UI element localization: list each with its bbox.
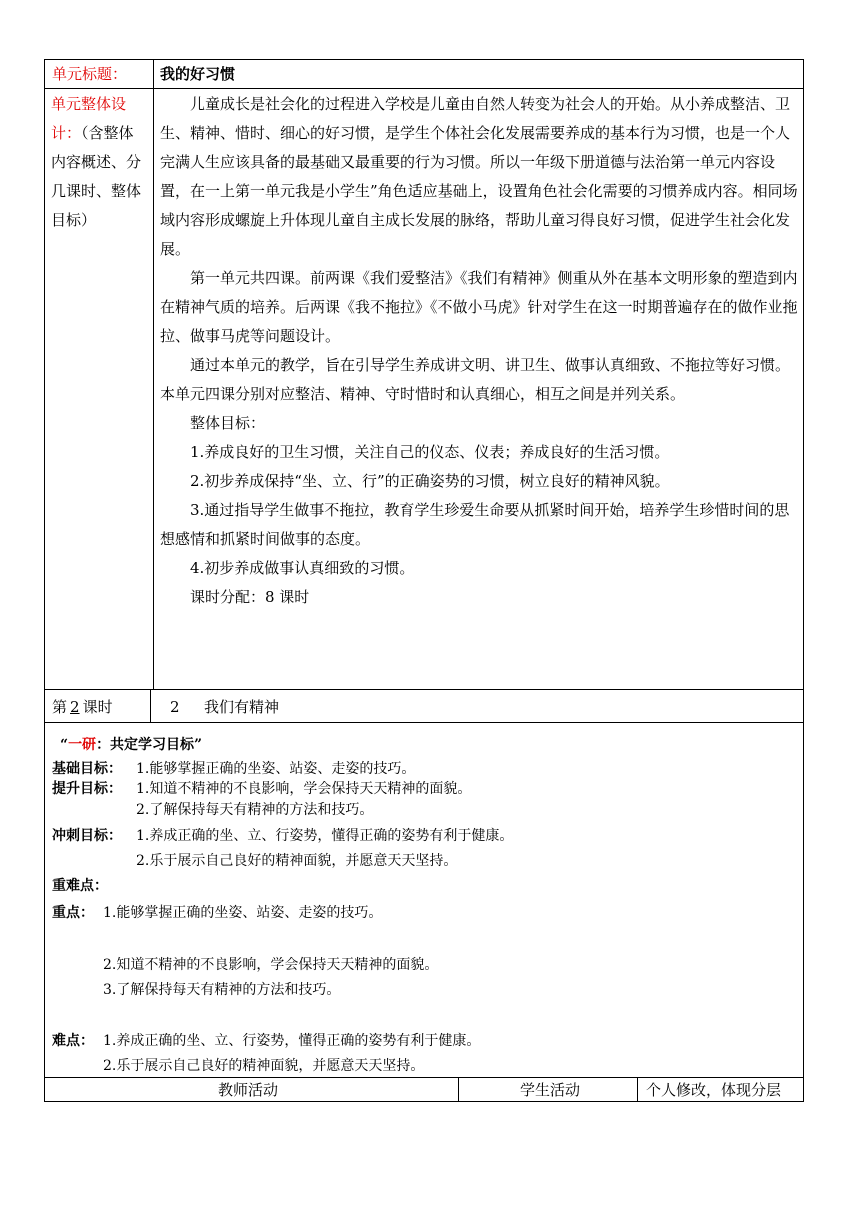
table-left-border [44, 59, 45, 1102]
difficulty-item: 1.养成正确的坐、立、行姿势，懂得正确的姿势有利于健康。 [103, 1033, 481, 1049]
goal-item: 2.初步养成保持“坐、立、行”的正确姿势的习惯，树立良好的精神风貌。 [190, 472, 670, 490]
table-right-border [803, 59, 804, 1102]
lesson-suffix: 课时 [82, 698, 113, 716]
unit-design-label-red: 单元整体设计： [51, 95, 127, 142]
hours-allocation: 课时分配：8 课时 [190, 588, 310, 606]
quote-open: “ [60, 737, 69, 753]
unit-design-content [160, 90, 800, 612]
goals-heading: 整体目标： [190, 414, 266, 432]
row-divider [44, 88, 804, 89]
basic-goal-item: 1.能够掌握正确的坐姿、站姿、走姿的技巧。 [136, 761, 416, 777]
focus-item: 3.了解保持每天有精神的方法和技巧。 [103, 982, 341, 998]
improve-goal-label: 提升目标： [52, 781, 122, 797]
goal-item: 3.通过指导学生做事不拖拉，教育学生珍爱生命要从抓紧时间开始，培养学生珍惜时间的思想感情和抓紧时间做事的态度。 [160, 501, 790, 548]
goal-item: 4.初步养成做事认真细致的习惯。 [190, 559, 415, 577]
design-paragraph: 通过本单元的教学，旨在引导学生养成讲文明、讲卫生、做事认真细致、不拖拉等好习惯。本单元四课分别对应整洁、精神、守时惜时和认真细心，相互之间是并列关系。 [160, 356, 791, 403]
lesson-title: 我们有精神 [204, 698, 280, 716]
unit-title-label: 单元标题： [52, 65, 128, 83]
goal-item: 1.养成良好的卫生习惯，关注自己的仪态、仪表；养成良好的生活习惯。 [190, 443, 670, 461]
column-divider [637, 1077, 638, 1102]
column-divider [153, 59, 154, 690]
row-divider [44, 722, 804, 723]
heading-rest: ：共定学习目标” [96, 737, 203, 753]
lesson-index: 2 [170, 698, 180, 716]
basic-goal-label: 基础目标： [52, 761, 122, 777]
row-divider [44, 1077, 804, 1078]
sprint-goal-item: 2.乐于展示自己良好的精神面貌，并愿意天天坚持。 [136, 853, 458, 869]
sprint-goal-label: 冲刺目标： [52, 828, 122, 844]
sprint-goal-item: 1.养成正确的坐、立、行姿势，懂得正确的姿势有利于健康。 [136, 828, 514, 844]
teacher-activity-header: 教师活动 [218, 1081, 279, 1099]
lesson-prefix: 第 [52, 698, 68, 716]
difficulty-item: 2.乐于展示自己良好的精神面貌，并愿意天天坚持。 [103, 1058, 425, 1074]
study-heading [60, 735, 202, 755]
personal-edit-header: 个人修改，体现分层 [646, 1081, 782, 1099]
column-divider [458, 1077, 459, 1102]
student-activity-header: 学生活动 [520, 1081, 581, 1099]
row-divider [44, 689, 804, 690]
improve-goal-item: 2.了解保持每天有精神的方法和技巧。 [136, 802, 374, 818]
lesson-number-label [52, 697, 113, 717]
improve-goal-item: 1.知道不精神的不良影响，学会保持天天精神的面貌。 [136, 781, 472, 797]
unit-title-value: 我的好习惯 [160, 65, 236, 83]
focus-item: 1.能够掌握正确的坐姿、站姿、走姿的技巧。 [103, 905, 383, 921]
lesson-num: 2 [70, 698, 80, 716]
unit-design-label [51, 90, 147, 235]
difficulty-label: 难点： [52, 1033, 94, 1049]
table-bottom-border [44, 1101, 804, 1102]
design-paragraph: 儿童成长是社会化的过程进入学校是儿童由自然人转变为社会人的开始。从小养成整洁、卫生、精神、惜时、细心的好习惯，是学生个体社会化发展需要养成的基本行为习惯，也是一个人完满人生应该具备的最基础又最重要的行为习惯。所以一年级下册道德与法治第一单元内容设置，在一上第一单元我是小学生”角色适应基础上，设置角色社会化需要的习惯养成内容。相同场域内容形成螺旋上升体现儿童自主成长发展的脉络，帮助儿童习得良好习惯，促进学生社会化发展。 [160, 95, 798, 258]
unit-design-label-note: （含整体内容概述、分几课时、整体目标） [51, 124, 142, 229]
table-top-border [44, 59, 804, 60]
column-divider [150, 689, 151, 723]
focus-item: 2.知道不精神的不良影响，学会保持天天精神的面貌。 [103, 957, 439, 973]
focus-label: 重点： [52, 905, 94, 921]
keypoints-label: 重难点： [52, 878, 108, 894]
heading-red: 一研 [68, 737, 97, 753]
design-paragraph: 第一单元共四课。前两课《我们爱整洁》《我们有精神》侧重从外在基本文明形象的塑造到内在精神气质的培养。后两课《我不拖拉》《不做小马虎》针对学生在这一时期普遍存在的做作业拖拉、做事马虎等问题设计。 [160, 269, 798, 345]
